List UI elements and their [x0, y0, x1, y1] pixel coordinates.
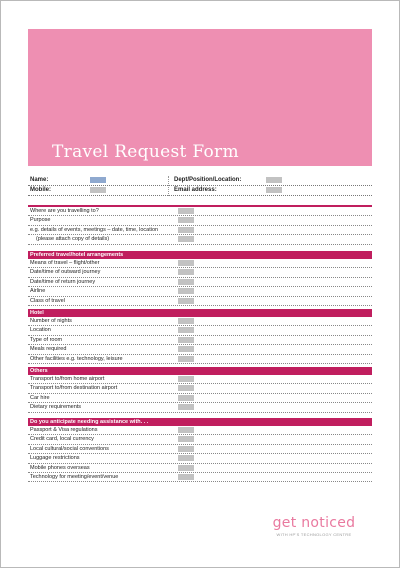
email-label: Email address:: [174, 187, 217, 193]
row-label: Date/time of return journey: [30, 278, 96, 285]
dept-field[interactable]: [266, 177, 282, 183]
form-row: [28, 473, 372, 482]
section-destination: [28, 205, 372, 245]
row-label: Local cultural/social conventions: [30, 445, 109, 452]
row-label: Number of nights: [30, 318, 72, 324]
row-label: (please attach copy of details): [36, 236, 110, 243]
form-row: [28, 426, 372, 435]
form-row: [28, 207, 372, 216]
section-title: Do you anticipate needing assistance with. . .: [30, 419, 149, 425]
section-travel-arrangements: [28, 251, 372, 306]
row-label: Airline: [30, 288, 46, 295]
row-input[interactable]: [178, 395, 194, 401]
row-input[interactable]: [178, 318, 194, 324]
row-input[interactable]: [178, 288, 194, 294]
form-row: [28, 287, 372, 296]
section-hotel: [28, 309, 372, 364]
row-input[interactable]: [178, 446, 194, 452]
form-row: [28, 403, 372, 412]
logo-tagline: WITH HP'S TECHNOLOGY CENTRE: [276, 532, 352, 537]
row-label: Where are you travelling to?: [30, 208, 99, 214]
form-row: [28, 435, 372, 444]
get-noticed-logo: [254, 515, 374, 538]
form-row: [28, 317, 372, 326]
row-input[interactable]: [178, 455, 194, 461]
row-input[interactable]: [178, 337, 194, 343]
row-label: Class of travel: [30, 297, 65, 304]
row-input[interactable]: [178, 298, 194, 304]
row-input[interactable]: [178, 346, 194, 352]
personal-details: [28, 176, 372, 196]
row-label: Meals required: [30, 346, 67, 353]
row-label: Transport to/from destination airport: [30, 385, 118, 392]
row-input[interactable]: [178, 474, 194, 480]
mobile-label: Mobile:: [30, 187, 51, 193]
row-input[interactable]: [178, 436, 194, 442]
header-row-2: [28, 186, 372, 196]
row-label: Mobile phones overseas: [30, 464, 90, 471]
form-title: Travel Request Form: [52, 142, 239, 162]
section-title: Others: [30, 368, 48, 374]
form-row: [28, 375, 372, 384]
section-header: [28, 418, 372, 426]
section-header: [28, 309, 372, 317]
form-row: [28, 464, 372, 473]
row-input[interactable]: [178, 356, 194, 362]
row-input[interactable]: [178, 465, 194, 471]
header-row-1: [28, 176, 372, 186]
section-title: Hotel: [30, 310, 44, 316]
row-label: Passport & Visa regulations: [30, 427, 98, 433]
row-input[interactable]: [178, 269, 194, 275]
header-divider: [168, 176, 169, 196]
section-others: [28, 367, 372, 413]
form-row: [28, 297, 372, 306]
form-row: [28, 326, 372, 335]
form-row: [28, 336, 372, 345]
row-label: Luggage restrictions: [30, 455, 80, 462]
section-header: [28, 251, 372, 259]
row-input[interactable]: [178, 279, 194, 285]
section-header: [28, 367, 372, 375]
form-row: [28, 216, 372, 225]
row-label: Transport to/from home airport: [30, 376, 105, 382]
row-input[interactable]: [178, 217, 194, 223]
row-input[interactable]: [178, 208, 194, 214]
row-label: Purpose: [30, 217, 51, 224]
form-row: [28, 268, 372, 277]
email-field[interactable]: [266, 187, 282, 193]
title-banner: [28, 29, 372, 166]
row-label: Technology for meeting/event/venue: [30, 473, 119, 480]
form-row: [28, 259, 372, 268]
row-input[interactable]: [178, 385, 194, 391]
logo-wordmark: get noticed: [272, 515, 356, 531]
section-assistance: [28, 418, 372, 482]
row-label: Credit card, local currency: [30, 436, 94, 443]
row-label: Dietary requirements: [30, 404, 82, 411]
row-label: Other facilities e.g. technology, leisure: [30, 355, 123, 362]
form-row: [28, 384, 372, 393]
form-row: [28, 345, 372, 354]
row-label: e.g. details of events, meetings – date, time, location: [30, 226, 159, 233]
row-input[interactable]: [178, 427, 194, 433]
form-row: [28, 454, 372, 463]
form-row: [28, 235, 372, 244]
row-input[interactable]: [178, 376, 194, 382]
dept-label: Dept/Position/Location:: [174, 177, 242, 183]
row-label: Car hire: [30, 394, 50, 401]
row-label: Type of room: [30, 336, 63, 343]
row-label: Location: [30, 327, 51, 334]
mobile-field[interactable]: [90, 187, 106, 193]
form-row: [28, 278, 372, 287]
name-field[interactable]: [90, 177, 106, 183]
row-input[interactable]: [178, 327, 194, 333]
form-row: [28, 445, 372, 454]
row-input[interactable]: [178, 404, 194, 410]
row-label: Means of travel – flight/other: [30, 260, 100, 266]
row-input[interactable]: [178, 236, 194, 242]
section-title: Preferred travel/hotel arrangements: [30, 252, 124, 258]
form-row: [28, 394, 372, 403]
row-input[interactable]: [178, 227, 194, 233]
form-row: [28, 226, 372, 235]
form-row: [28, 355, 372, 364]
row-label: Date/time of outward journey: [30, 269, 101, 276]
name-label: Name:: [30, 177, 49, 183]
row-input[interactable]: [178, 260, 194, 266]
